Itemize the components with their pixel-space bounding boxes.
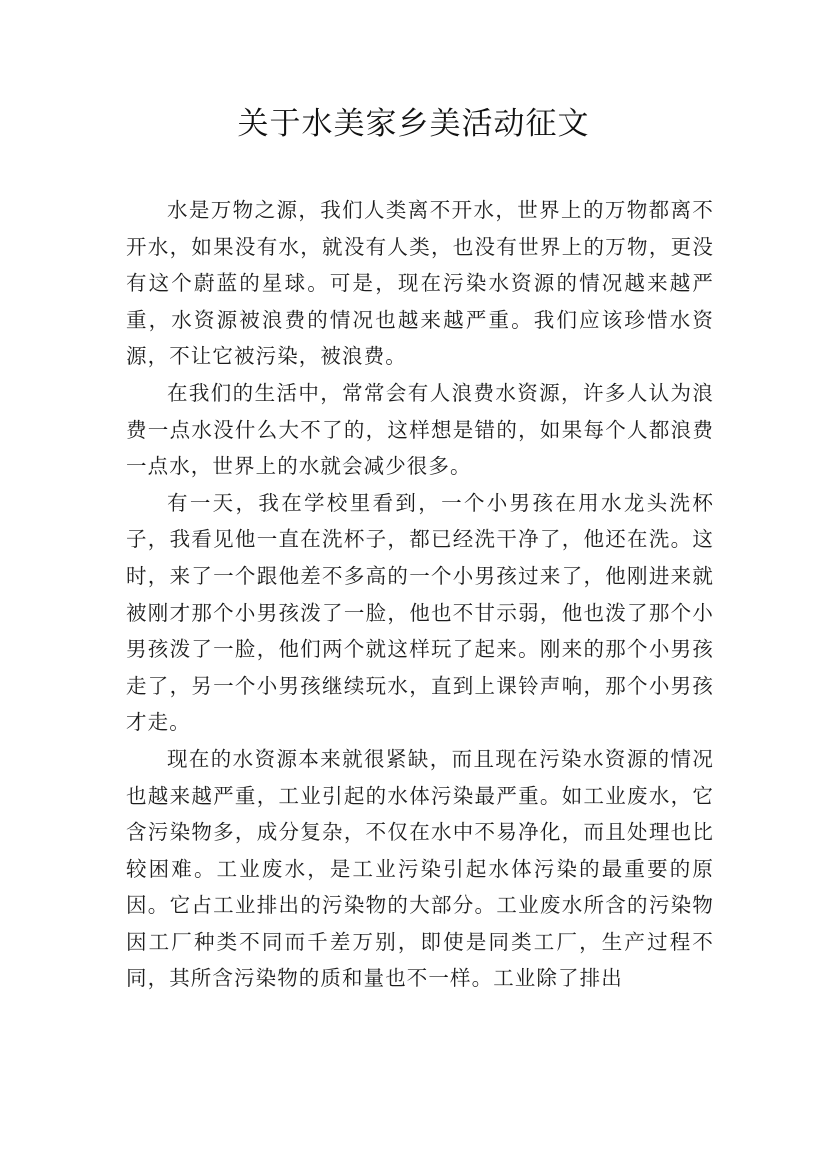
document-title: 关于水美家乡美活动征文: [237, 106, 590, 142]
document-body: [126, 192, 714, 997]
paragraph-2: 在我们的生活中，常常会有人浪费水资源，许多人认为浪费一点水没什么大不了的，这样想是错的，如果每个人都浪费一点水，世界上的水就会减少很多。: [126, 380, 714, 479]
paragraph-1: 水是万物之源，我们人类离不开水，世界上的万物都离不开水，如果没有水，就没有人类，也没有世界上的万物，更没有这个蔚蓝的星球。可是，现在污染水资源的情况越来越严重，水资源被浪费的情况也越来越严重。我们应该珍惜水资源，不让它被污染，被浪费。: [126, 198, 714, 369]
paragraph-4: 现在的水资源本来就很紧缺，而且现在污染水资源的情况也越来越严重，工业引起的水体污染最严重。如工业废水，它含污染物多，成分复杂，不仅在水中不易净化，而且处理也比较困难。工业废水，是工业污染引起水体污染的最重要的原因。它占工业排出的污染物的大部分。工业废水所含的污染物因工厂种类不同而千差万别，即使是同类工厂，生产过程不同，其所含污染物的质和量也不一样。工业除了排出: [126, 746, 714, 991]
paragraph-3: 有一天，我在学校里看到，一个小男孩在用水龙头洗杯子，我看见他一直在洗杯子，都已经洗干净了，他还在洗。这时，来了一个跟他差不多高的一个小男孩过来了，他刚进来就被刚才那个小男孩泼了一脸，他也不甘示弱，他也泼了那个小男孩泼了一脸，他们两个就这样玩了起来。刚来的那个小男孩走了，另一个小男孩继续玩水，直到上课铃声响，那个小男孩才走。: [126, 490, 714, 735]
